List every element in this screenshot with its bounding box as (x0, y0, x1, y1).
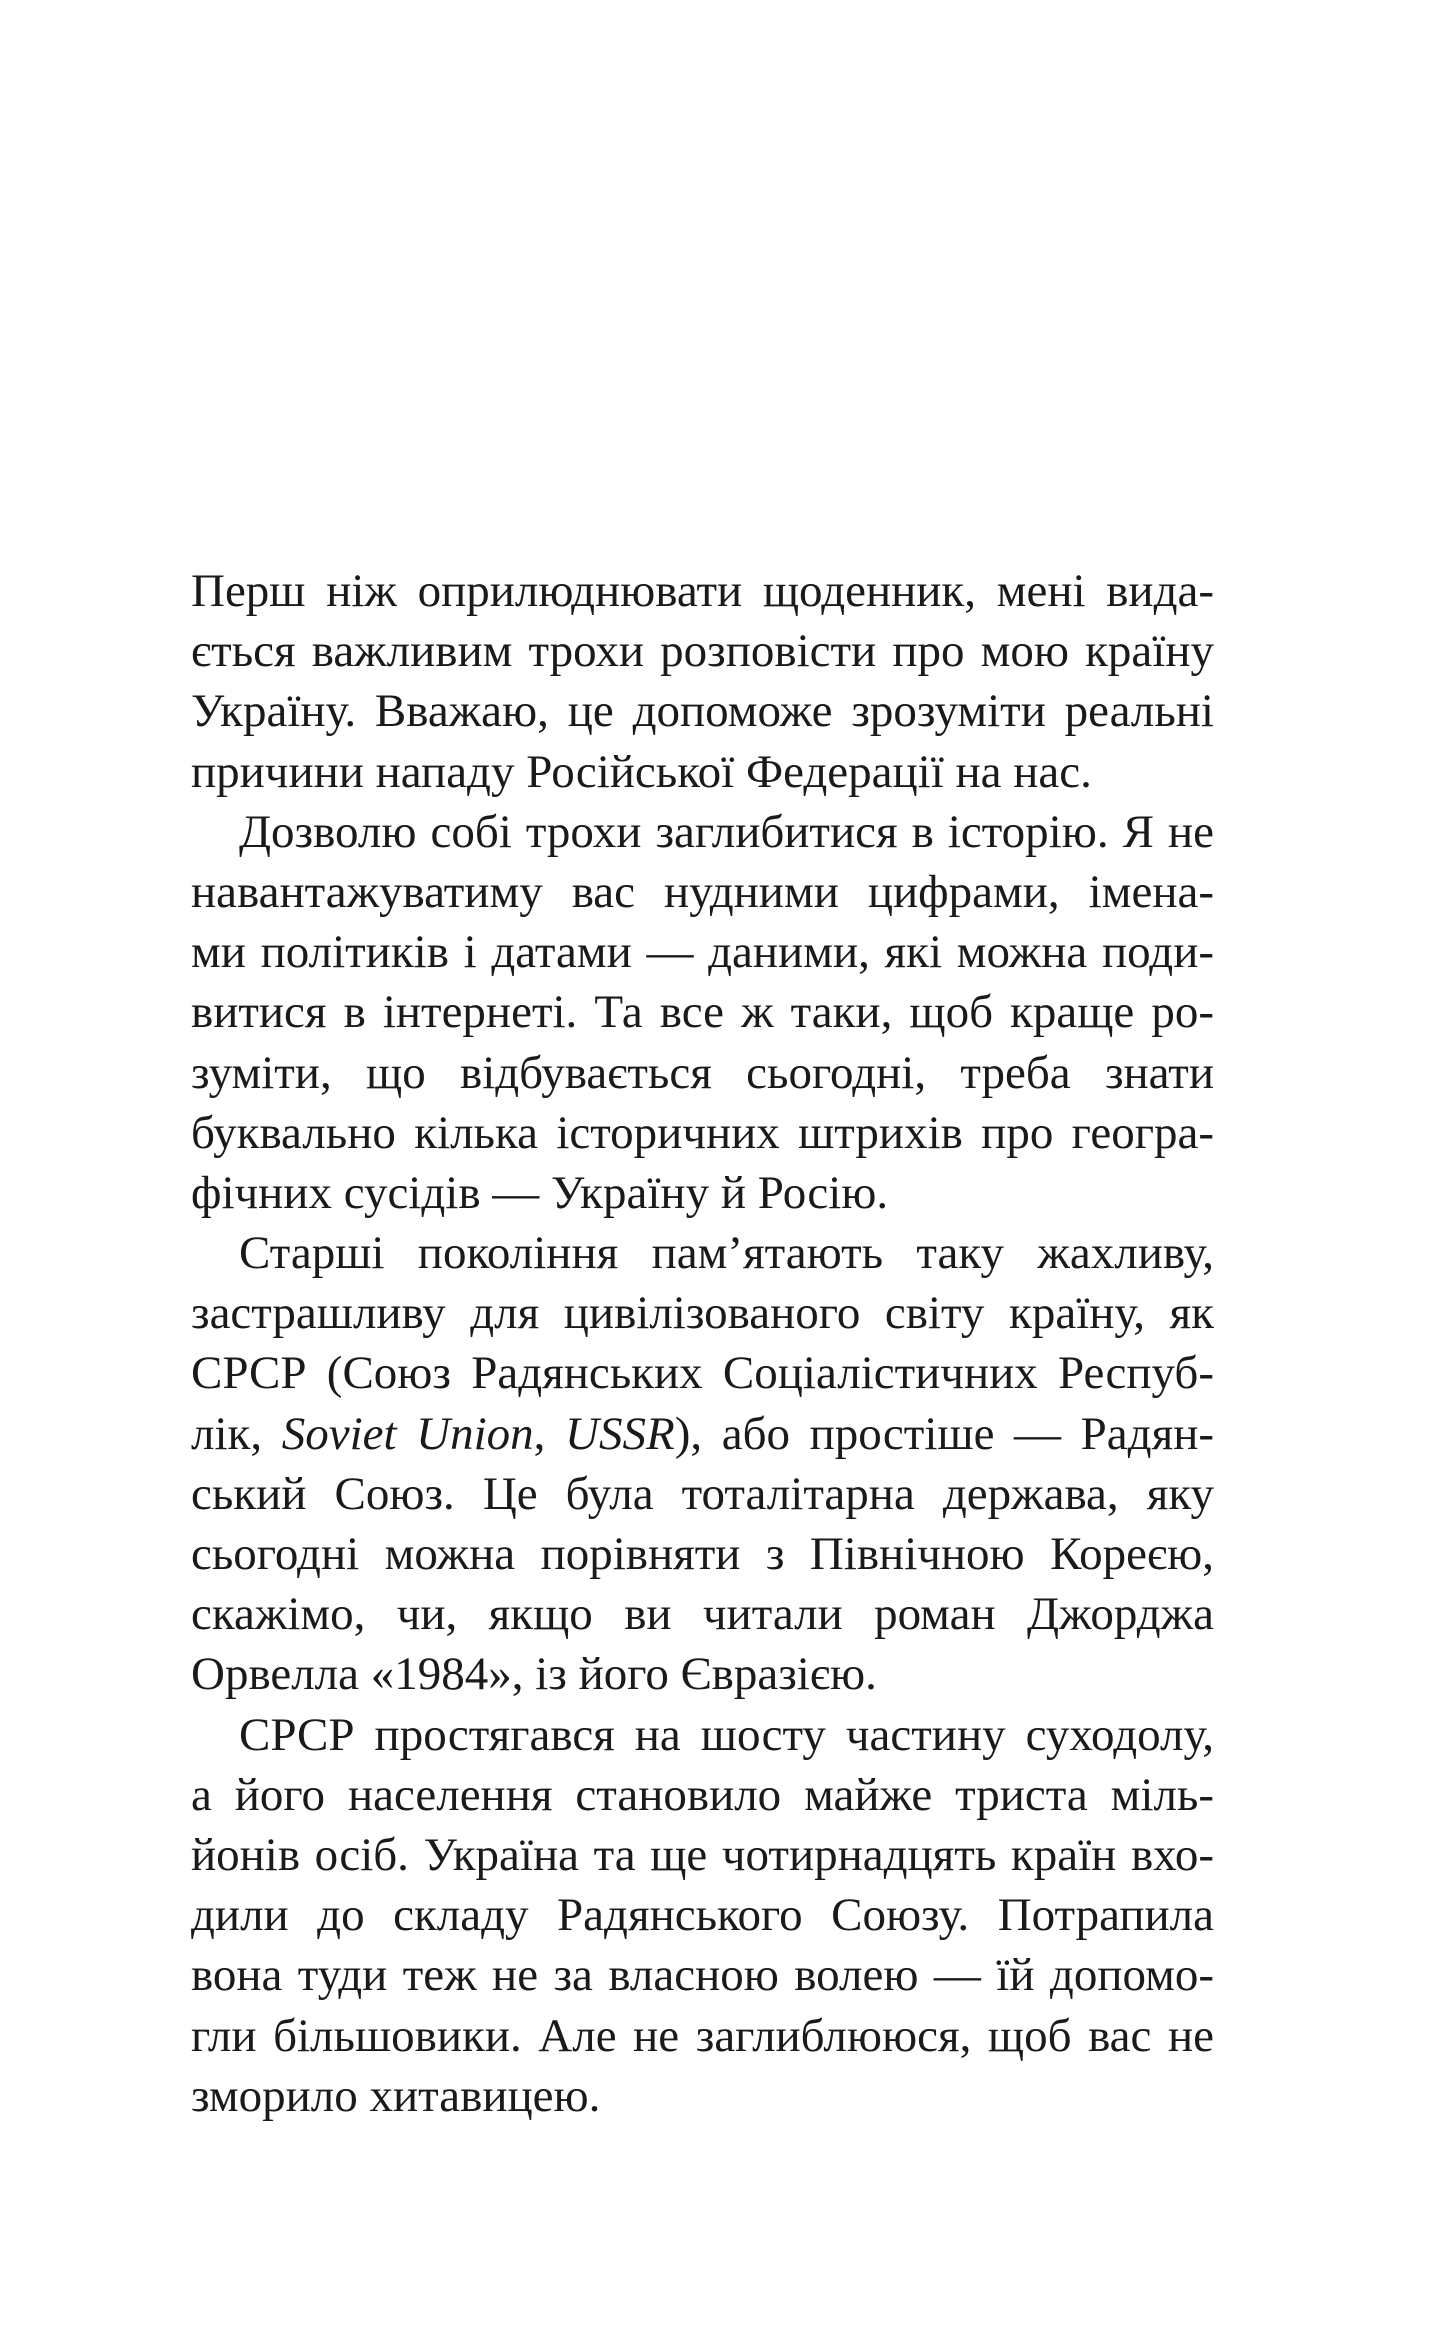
text-line: фічних сусідів — Україну й Росію. (191, 1166, 889, 1219)
text-line: СРСР (Союз Радянських Соціалістичних Респуб- (191, 1347, 1214, 1400)
text-line: ється важливим трохи розповісти про мою країну (191, 625, 1214, 678)
text-line: гли більшовики. Але не заглиблююся, щоб вас не (191, 2009, 1214, 2062)
text-line: Дозволю собі трохи заглибитися в історію. Я не (239, 805, 1214, 858)
text-line: йонів осіб. Україна та ще чотирнадцять країн вхо- (191, 1828, 1214, 1881)
text-line: причини нападу Російської Федерації на нас. (191, 745, 1092, 798)
text-line: вона туди теж не за власною волею — їй допомо- (191, 1949, 1214, 2002)
text-line-with-italics (191, 1404, 1214, 1464)
text-line: Орвелла «1984», із його Євразією. (191, 1648, 877, 1701)
text-line: ми політиків і датами — даними, які можна поди- (191, 926, 1214, 979)
text-line: буквально кілька історичних штрихів про геогра- (191, 1106, 1214, 1159)
text-line: СРСР простягався на шосту частину суходолу, (239, 1708, 1214, 1761)
text-line: витися в інтернеті. Та все ж таки, щоб краще ро- (191, 986, 1214, 1039)
text-fragment: ), або простіше — Радян- (674, 1407, 1215, 1460)
text-line: зуміти, що відбувається сьогодні, треба знати (191, 1046, 1214, 1099)
text-line: навантажуватиму вас нудними цифрами, імена- (191, 865, 1214, 918)
body-text (191, 561, 1214, 2126)
text-line: застрашливу для цивілізованого світу країну, як (191, 1287, 1214, 1340)
text-line: скажімо, чи, якщо ви читали роман Джорджа (191, 1588, 1214, 1641)
text-fragment: , (533, 1407, 566, 1460)
text-line: дили до складу Радянського Союзу. Потрапила (191, 1889, 1214, 1942)
paragraph-4 (191, 1705, 1214, 2126)
paragraph-1 (191, 561, 1214, 802)
text-line: сьогодні можна порівняти з Північною Кореєю, (191, 1528, 1214, 1580)
text-line: а його населення становило майже триста міль- (191, 1768, 1214, 1821)
text-line: зморило хитавицею. (191, 2069, 601, 2122)
italic-term: USSR (565, 1407, 675, 1460)
italic-term: Soviet Union (281, 1407, 534, 1460)
paragraph-2 (191, 802, 1214, 1223)
text-line: ський Союз. Це була тоталітарна держава, яку (191, 1467, 1214, 1520)
text-fragment: лік, (191, 1407, 282, 1460)
text-line: Перш ніж оприлюднювати щоденник, мені вида- (191, 565, 1214, 617)
text-line: Україну. Вважаю, це допоможе зрозуміти реальні (191, 685, 1214, 738)
paragraph-3 (191, 1223, 1214, 1705)
text-line: Старші покоління пам’ятають таку жахливу, (239, 1227, 1214, 1280)
